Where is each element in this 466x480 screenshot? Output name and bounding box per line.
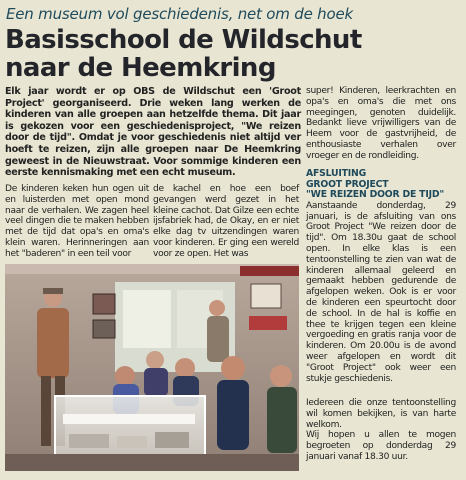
body-column-2: de kachel en hoe een boef gevangen werd gezet in het kleine cachot. Dat Gilze een echte ijsfabriek had, de Okay, en er niet elke dag tv uitzendingen waren voor kinderen. Er ging een wereld voor ze open. Het was: [153, 184, 299, 259]
headline-line-2: naar de Heemkring: [5, 53, 276, 83]
subhead-line-2: GROOT PROJECT: [306, 178, 389, 190]
subhead-line-1: AFSLUITING: [306, 168, 367, 179]
closing-paragraph-2: Wij hopen u allen te mogen begroeten op donderdag 29 januari vanaf 18.30 uur.: [306, 430, 456, 462]
body-column-3-top: super! Kinderen, leerkrachten en opa's en oma's die met ons meegingen, genoten duidelijk. Bedankt lieve vrijwilligers van de Heem voor de gastvrijheid, de enthousiaste verhalen over vroeger en de rondleiding.: [306, 86, 456, 161]
museum-visit-illustration: [5, 264, 299, 471]
headline-line-1: Basisschool de Wildschut: [5, 25, 362, 55]
subhead-line-3: "WE REIZEN DOOR DE TIJD": [306, 189, 445, 201]
section-subhead: [306, 169, 456, 201]
closing-paragraph-1: Iedereen die onze tentoonstelling wil komen bekijken, is van harte welkom.: [306, 398, 456, 430]
article-lead: Elk jaar wordt er op OBS de Wildschut een 'Groot Project' georganiseerd. Drie weken lang werken de kinderen van alle groepen aan hetzelfde thema. Dit jaar is gekozen voor een geschiedenisproject, "We reizen door de tijd". Omdat je voor geschiedenis niet altijd ver hoeft te reizen, zijn alle groepen naar De Heemkring geweest in de Nieuwstraat. Voor sommige kinderen een eerste kennismaking met een echt museum.: [5, 86, 301, 179]
body-column-3-mid: [306, 169, 456, 384]
article-kicker: Een museum vol geschiedenis, net om de hoek: [6, 5, 353, 23]
body-column-1: De kinderen keken hun ogen uit en luisterden met open mond naar de verhalen. We zagen heel veel dingen die te maken hebben met de tijd dat opa's en oma's klein waren. Herinneringen aan het "baderen" in een teil voor: [5, 184, 149, 259]
article-headline: [5, 26, 460, 82]
museum-visit-photo: [5, 264, 299, 471]
body-column-3-end: [306, 398, 456, 463]
section-paragraph: Aanstaande donderdag, 29 januari, is de afsluiting van ons Groot Project "We reizen door de tijd". Om 18.30u gaat de school open. In elke klas is een tentoonstelling te zien van wat de kinderen allemaal geleerd en gemaakt hebben gedurende de afgelopen weken. Ook is er voor de kinderen een speurtocht door de school. In de hal is koffie en thee te krijgen tegen een kleine vergoeding en gratis ranja voor de kinderen. Om 20.00u is de avond weer afgelopen en wordt dit "Groot Project" ook weer een stukje geschiedenis.: [306, 200, 456, 384]
